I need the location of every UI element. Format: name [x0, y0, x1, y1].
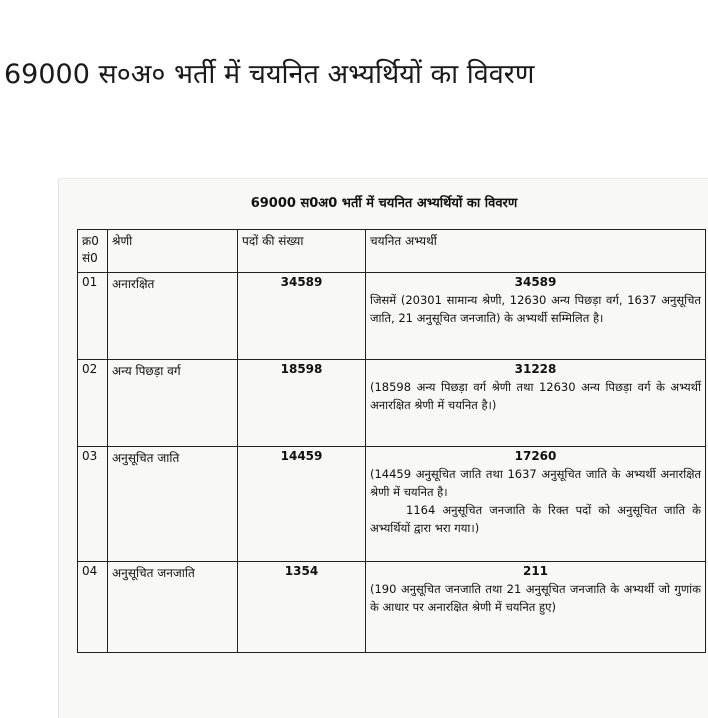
header-posts: पदों की संख्या — [238, 230, 366, 273]
selected-total: 17260 — [514, 449, 557, 463]
table-row — [78, 562, 706, 653]
cell-posts: 1354 — [238, 562, 366, 653]
selected-total: 34589 — [514, 275, 557, 289]
selected-detail: (18598 अन्य पिछड़ा वर्ग श्रेणी तथा 12630 अन्य पिछड़ा वर्ग के अभ्यर्थी अनारक्षित श्रेणी में चयनित है।) — [370, 380, 701, 412]
table-row — [78, 447, 706, 562]
header-category: श्रेणी — [108, 230, 238, 273]
cell-selected — [366, 360, 706, 447]
cell-category: अनुसूचित जनजाति — [108, 562, 238, 653]
cell-posts: 18598 — [238, 360, 366, 447]
cell-serial: 04 — [78, 562, 108, 653]
selected-detail: (190 अनुसूचित जनजाति तथा 21 अनुसूचित जनजाति के अभ्यर्थी जो गुणांक के आधार पर अनारक्षित श्रेणी में चयनित हुए) — [370, 582, 701, 614]
selected-detail: (14459 अनुसूचित जाति तथा 1637 अनुसूचित जाति के अभ्यर्थी अनारक्षित श्रेणी में चयनित है। — [370, 467, 701, 499]
cell-category: अनारक्षित — [108, 273, 238, 360]
header-row — [78, 230, 706, 273]
selected-detail-extra: 1164 अनुसूचित जनजाति के रिक्त पदों को अनुसूचित जाति के अभ्यर्थियों द्वारा भरा गया।) — [370, 503, 701, 535]
cell-selected — [366, 447, 706, 562]
document-title: 69000 स0अ0 भर्ती में चयनित अभ्यर्थियों का विवरण — [250, 196, 518, 211]
cell-category: अनुसूचित जाति — [108, 447, 238, 562]
page-heading: 69000 स०अ० भर्ती में चयनित अभ्यर्थियों का विवरण — [4, 59, 535, 90]
selected-total: 211 — [522, 564, 549, 578]
selected-detail: जिसमें (20301 सामान्य श्रेणी, 12630 अन्य पिछड़ा वर्ग, 1637 अनुसूचित जाति, 21 अनुसूचित जनजाति) के अभ्यर्थी सम्मिलित है। — [370, 293, 701, 325]
scanned-document — [58, 178, 708, 718]
table-row — [78, 273, 706, 360]
cell-selected — [366, 273, 706, 360]
header-selected: चयनित अभ्यर्थी — [366, 230, 706, 273]
table-row — [78, 360, 706, 447]
cell-posts: 34589 — [238, 273, 366, 360]
cell-serial: 02 — [78, 360, 108, 447]
selection-table — [77, 229, 706, 653]
cell-serial: 03 — [78, 447, 108, 562]
cell-posts: 14459 — [238, 447, 366, 562]
cell-serial: 01 — [78, 273, 108, 360]
header-serial: क्र0 सं0 — [78, 230, 108, 273]
cell-category: अन्य पिछड़ा वर्ग — [108, 360, 238, 447]
cell-selected — [366, 562, 706, 653]
selected-total: 31228 — [514, 362, 557, 376]
